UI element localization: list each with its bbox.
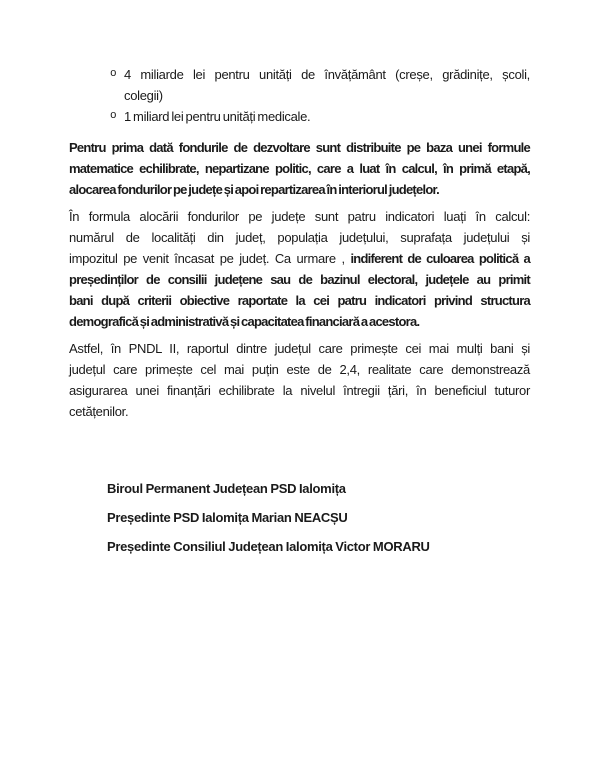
circle-bullet-icon: o — [110, 68, 117, 80]
paragraph-line: demografică și administrativă și capacitatea financiară a acestora. — [69, 314, 420, 329]
circle-bullet-icon: o — [110, 110, 117, 122]
bullet-list — [69, 64, 530, 127]
list-item-text: 4 miliarde lei pentru unități de învățământ (creșe, grădinițe, școli, — [124, 67, 530, 82]
paragraph-pndl — [69, 338, 530, 422]
paragraph-line: președinților de consilii județene sau de bazinul electoral, județele au primit — [69, 272, 530, 287]
paragraph-line: În formula alocării fondurilor pe județe sunt patru indicatori luați în calcul: — [69, 209, 530, 224]
signature-president-psd: Președinte PSD Ialomița Marian NEACȘU — [107, 510, 348, 525]
paragraph-run-bold: indiferent de culoarea politică a — [350, 251, 530, 266]
paragraph-formula-intro — [69, 137, 530, 200]
paragraph-run-normal: impozitul pe venit încasat pe județ. Ca urmare , — [69, 251, 351, 266]
list-item-medical — [69, 106, 530, 127]
paragraph-line: numărul de localități din județ, populația județului, suprafața județului și — [69, 230, 530, 245]
paragraph-line: asigurarea unei finanțări echilibrate la nivelul întregii țări, în beneficiul tuturor — [69, 383, 530, 398]
paragraph-indicators — [69, 206, 530, 332]
paragraph-line: bani după criterii obiective raportate la cei patru indicatori privind structura — [69, 293, 530, 308]
paragraph-line: matematice echilibrate, nepartizane politic, care a luat în calcul, în primă etapă, — [69, 161, 530, 176]
signature-office: Biroul Permanent Județean PSD Ialomița — [107, 481, 346, 496]
list-item-text: colegii) — [124, 88, 163, 103]
document-content — [69, 64, 530, 565]
paragraph-line: Astfel, în PNDL II, raportul dintre județul care primește cei mai mulți bani și — [69, 341, 530, 356]
paragraph-line-mixed — [69, 248, 530, 269]
paragraph-line: alocarea fondurilor pe județe și apoi repartizarea în interiorul județelor. — [69, 182, 439, 197]
list-item-text: 1 miliard lei pentru unități medicale. — [124, 109, 311, 124]
paragraph-line: Pentru prima dată fondurile de dezvoltare sunt distribuite pe baza unei formule — [69, 140, 530, 155]
signature-block — [69, 478, 530, 557]
paragraph-line: județul care primește cel mai puțin este de 2,4, realitate care demonstrează — [69, 362, 530, 377]
paragraph-line: cetățenilor. — [69, 404, 129, 419]
signature-president-county-council: Președinte Consiliul Județean Ialomița Victor MORARU — [107, 539, 430, 554]
list-item-education — [69, 64, 530, 106]
